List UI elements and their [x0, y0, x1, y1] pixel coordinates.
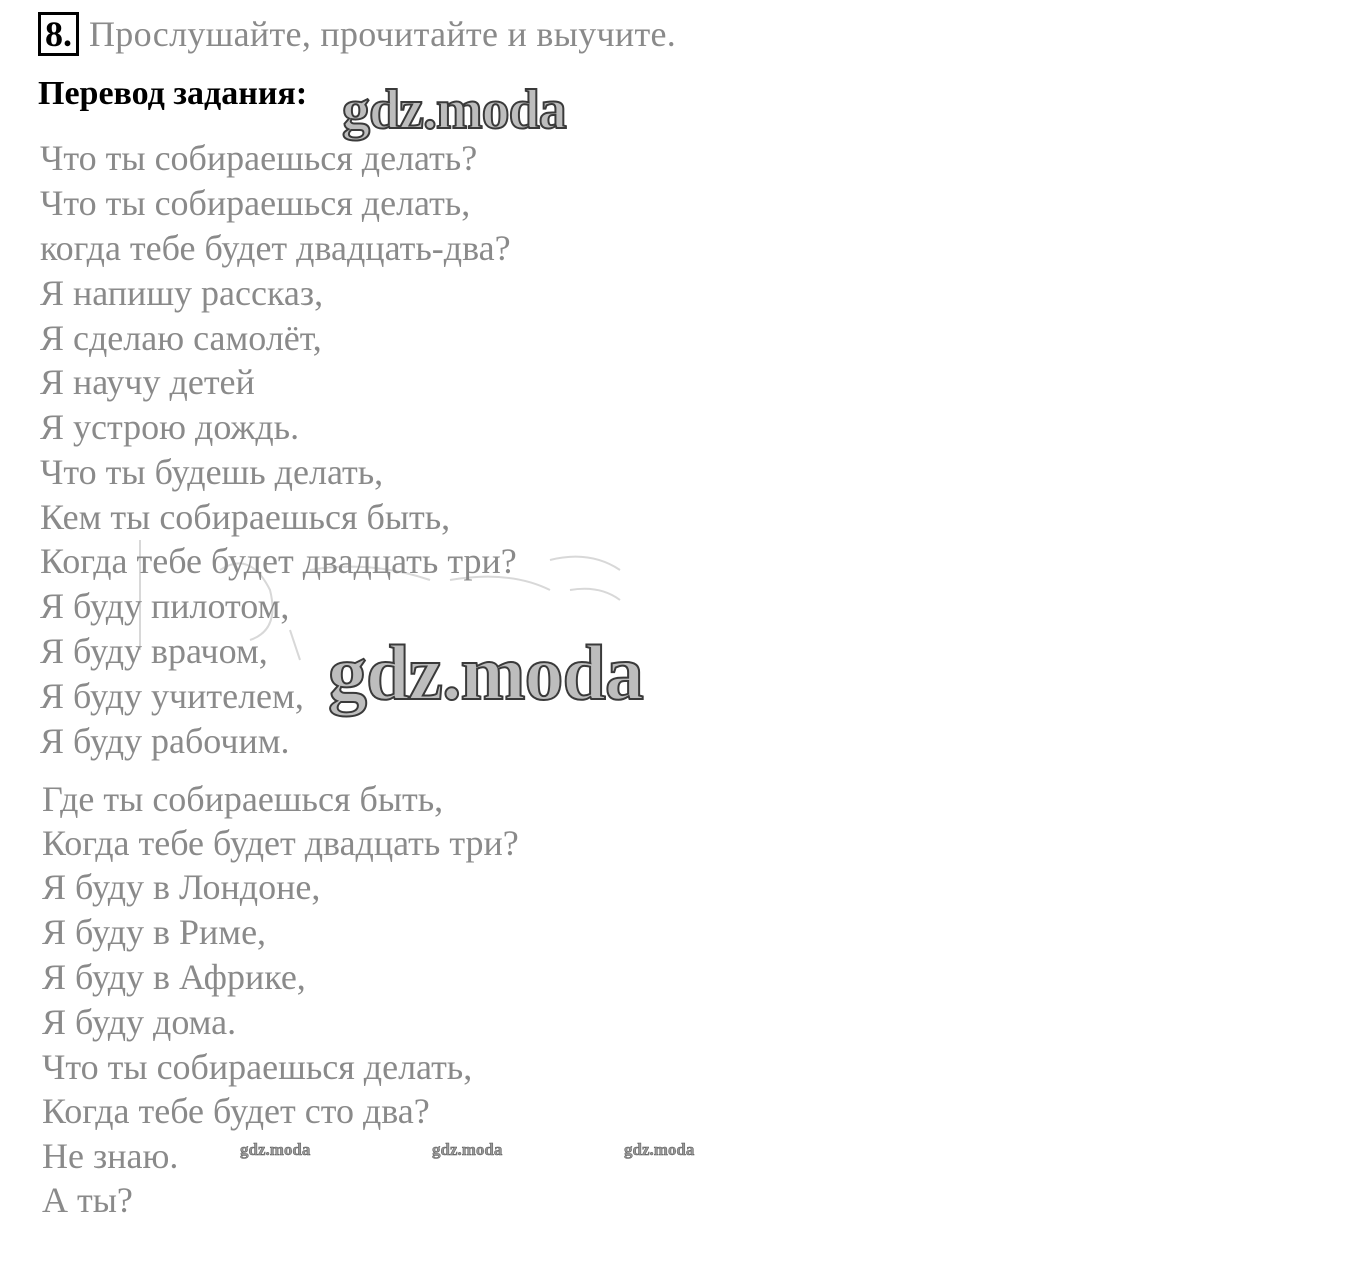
poem-line: Когда тебе будет сто два?	[42, 1091, 430, 1131]
poem-line: Что ты будешь делать,	[40, 452, 384, 492]
poem-line: Я буду в Африке,	[42, 957, 306, 997]
poem-line: Я буду в Лондоне,	[42, 867, 321, 907]
watermark-small: gdz.moda	[432, 1140, 503, 1159]
poem-line: Когда тебе будет двадцать три?	[40, 541, 517, 581]
poem-line: когда тебе будет двадцать-два?	[40, 228, 511, 268]
poem-line: Я буду врачом,	[40, 631, 268, 671]
watermark-middle: gdz.moda	[328, 629, 643, 716]
poem-line: Когда тебе будет двадцать три?	[42, 823, 519, 863]
poem-line: Где ты собираешься быть,	[42, 779, 444, 819]
poem-line: Я сделаю самолёт,	[40, 318, 322, 358]
poem-line: Не знаю.	[42, 1136, 179, 1176]
poem-line: Я буду дома.	[42, 1002, 237, 1042]
poem-line: Кем ты собираешься быть,	[40, 497, 451, 537]
task-number: 8.	[38, 12, 79, 56]
poem-line: Я устрою дождь.	[40, 407, 300, 447]
task-header	[38, 10, 676, 58]
watermark-small: gdz.moda	[624, 1140, 695, 1159]
watermark-small: gdz.moda	[240, 1140, 311, 1159]
poem-line: Что ты собираешься делать,	[42, 1047, 473, 1087]
poem-line: Я буду учителем,	[40, 676, 304, 716]
poem-line: Я буду рабочим.	[40, 721, 290, 761]
poem-line: Я напишу рассказ,	[40, 273, 324, 313]
poem-line: Я буду пилотом,	[40, 586, 290, 626]
poem-line: А ты?	[42, 1180, 133, 1220]
poem-line: Я буду в Риме,	[42, 912, 267, 952]
translation-heading: Перевод задания:	[38, 75, 308, 112]
poem-line: Что ты собираешься делать,	[40, 183, 471, 223]
poem-line: Что ты собираешься делать?	[40, 138, 478, 178]
task-instruction: Прослушайте, прочитайте и выучите.	[89, 14, 677, 54]
watermark-top: gdz.moda	[342, 79, 566, 141]
poem-line: Я научу детей	[40, 362, 255, 402]
